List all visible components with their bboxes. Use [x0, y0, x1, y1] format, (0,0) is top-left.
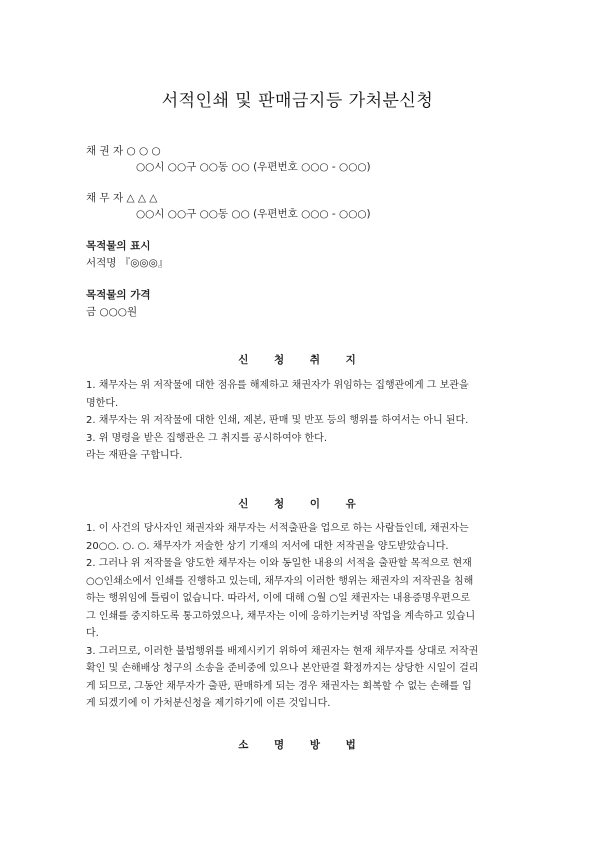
object-price-block: [86, 287, 151, 321]
purpose-line: 3. 위 명령을 받은 집행관은 그 취지를 공시하여야 한다.: [86, 432, 328, 444]
document-title: 서적인쇄 및 판매금지등 가처분신청: [161, 91, 434, 111]
object-price-heading: 목적물의 가격: [86, 289, 151, 301]
reason-line: 다.: [86, 628, 99, 639]
debtor-block: [86, 190, 371, 222]
reason-line: 확인 및 손해배상 청구의 소송을 준비중에 있으나 본안판결 확정까지는 상당한 시일이 걸리: [86, 663, 479, 674]
reason-line: 하는 행위임에 틀림이 없습니다. 따라서, 이에 대해 ○월 ○일 채권자는 내용증명우편으로: [86, 593, 471, 604]
reason-line: 그 인쇄를 중지하도록 통고하였으나, 채무자는 이에 응하기는커녕 작업을 계속하고 있습니: [86, 610, 476, 622]
object-display-value: 서적명 『◎◎◎』: [86, 257, 169, 269]
purpose-heading: 신 청 취 지: [238, 354, 357, 366]
reason-line: 1. 이 사건의 당사자인 채권자와 채무자는 서적출판을 업으로 하는 사람들인데, 채권자는: [86, 523, 469, 534]
reason-line: 게 되므로, 그동안 채무자가 출판, 판매하게 되는 경우 채권자는 회복할 수 없는 손해를 입: [86, 680, 472, 692]
purpose-line: 2. 채무자는 위 저작물에 대한 인쇄, 제본, 판매 및 반포 등의 행위를 하여서는 아니 된다.: [86, 415, 469, 426]
creditor-block: [86, 143, 371, 175]
evidence-heading: 소 명 방 법: [238, 739, 357, 751]
purpose-line: 1. 채무자는 위 저작물에 대한 점유를 해제하고 채권자가 위임하는 집행관에게 그 보관을: [86, 380, 469, 391]
object-display-heading: 목적물의 표시: [86, 240, 151, 252]
debtor-name: 채 무 자 △ △ △: [86, 192, 158, 204]
purpose-body: [86, 377, 510, 465]
creditor-address: ○○시 ○○구 ○○동 ○○ (우편번호 ○○○ - ○○○): [136, 161, 371, 173]
reason-line: 3. 그러므로, 이러한 불법행위를 배제시키기 위하여 채권자는 현재 채무자를 상대로 저작권: [86, 645, 479, 657]
debtor-address: ○○시 ○○구 ○○동 ○○ (우편번호 ○○○ - ○○○): [136, 208, 371, 220]
reason-line: 2. 그러나 위 저작물을 양도한 채무자는 이와 동일한 내용의 서적을 출판할 목적으로 현재: [86, 558, 472, 569]
reason-body: [86, 520, 510, 713]
reason-heading: 신 청 이 유: [238, 498, 357, 510]
object-price-value: 금 ○○○원: [86, 306, 138, 318]
purpose-line: 명한다.: [86, 397, 119, 409]
reason-line: ○○인쇄소에서 인쇄를 진행하고 있는데, 채무자의 이러한 행위는 채권자의 저작권을 침해: [86, 575, 474, 587]
creditor-name: 채 권 자 ○ ○ ○: [86, 145, 161, 157]
reason-line: 20○○. ○. ○. 채무자가 저술한 상기 기재의 저서에 대한 저작권을 양도받았습니다.: [86, 540, 449, 552]
object-display-block: [86, 238, 168, 272]
reason-line: 게 되겠기에 이 가처분신청을 제기하기에 이른 것입니다.: [86, 698, 331, 709]
purpose-line: 라는 재판을 구합니다.: [86, 450, 183, 461]
